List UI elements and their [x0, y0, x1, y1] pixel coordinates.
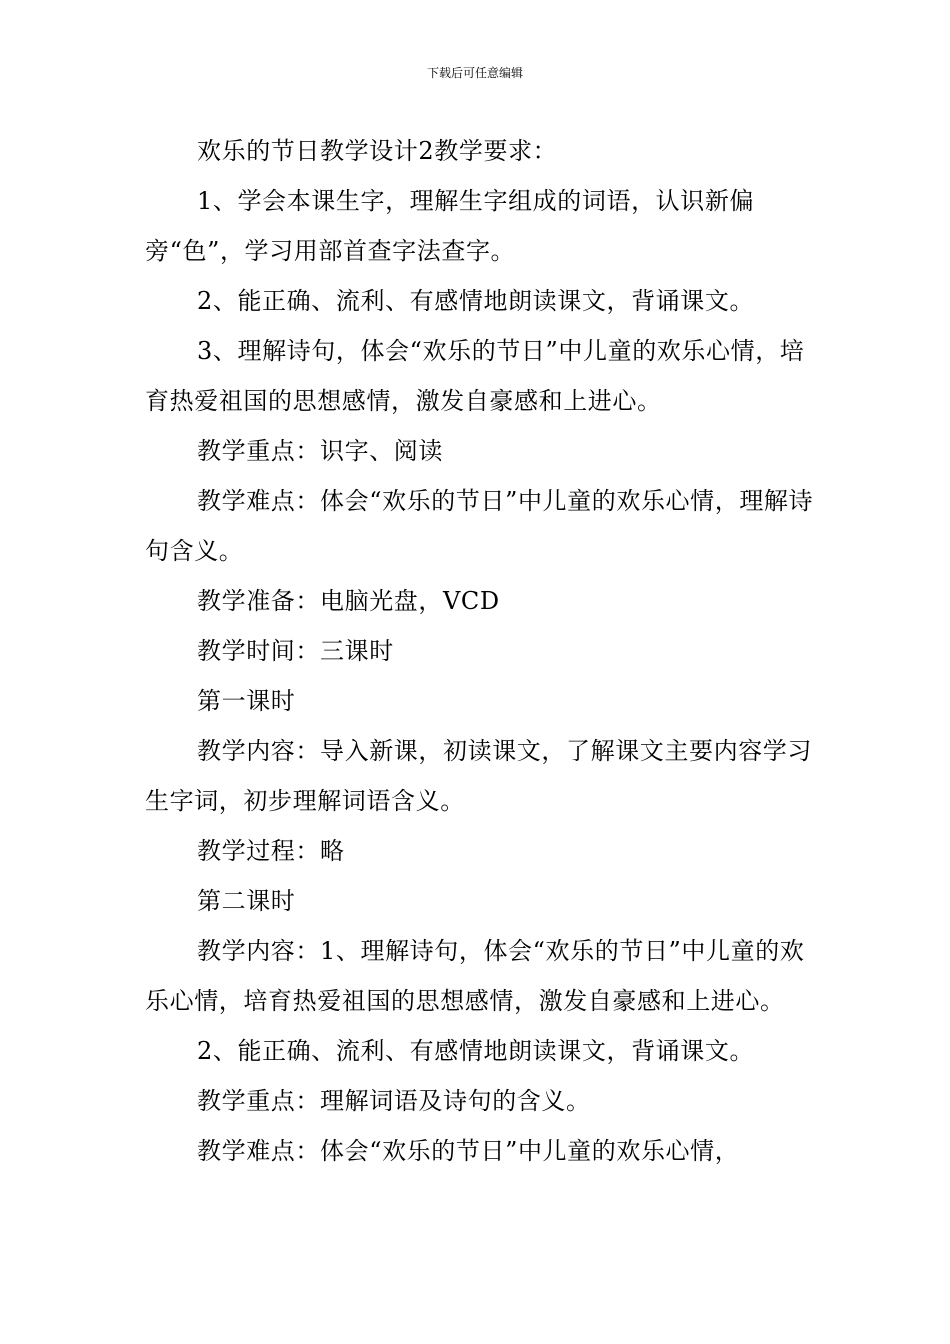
teaching-preparation-paragraph: 教学准备：电脑光盘，VCD — [197, 587, 500, 615]
lesson-2-difficulty-paragraph: 教学难点：体会“欢乐的节日”中儿童的欢乐心情， — [197, 1137, 740, 1165]
lesson-2-focus-paragraph: 教学重点：理解词语及诗句的含义。 — [197, 1087, 591, 1115]
requirement-2-paragraph: 2、能正确、流利、有感情地朗读课文，背诵课文。 — [197, 287, 755, 315]
document-body — [145, 126, 815, 1176]
teaching-focus-paragraph: 教学重点：识字、阅读 — [197, 437, 443, 465]
teaching-time-paragraph: 教学时间：三课时 — [197, 637, 394, 665]
lesson-1-content-paragraph: 教学内容：导入新课，初读课文，了解课文主要内容学习生字词，初步理解词语含义。 — [145, 737, 812, 815]
lesson-2-content-2-paragraph: 2、能正确、流利、有感情地朗读课文，背诵课文。 — [197, 1037, 755, 1065]
doc-title-paragraph: 欢乐的节日教学设计2教学要求： — [197, 137, 558, 165]
lesson-1-process-paragraph: 教学过程：略 — [197, 837, 345, 865]
page-header-note: 下载后可任意编辑 — [426, 66, 523, 80]
lesson-2-heading: 第二课时 — [197, 887, 296, 915]
requirement-3-paragraph: 3、理解诗句，体会“欢乐的节日”中儿童的欢乐心情，培育热爱祖国的思想感情，激发自豪感和上进心。 — [145, 337, 805, 415]
teaching-difficulty-paragraph: 教学难点：体会“欢乐的节日”中儿童的欢乐心情，理解诗句含义。 — [145, 487, 814, 565]
requirement-1-paragraph: 1、学会本课生字，理解生字组成的词语，认识新偏旁“色”，学习用部首查字法查字。 — [145, 187, 755, 265]
lesson-1-heading: 第一课时 — [197, 687, 296, 715]
lesson-2-content-paragraph: 教学内容：1、理解诗句，体会“欢乐的节日”中儿童的欢乐心情，培育热爱祖国的思想感情，激发自豪感和上进心。 — [145, 937, 805, 1015]
